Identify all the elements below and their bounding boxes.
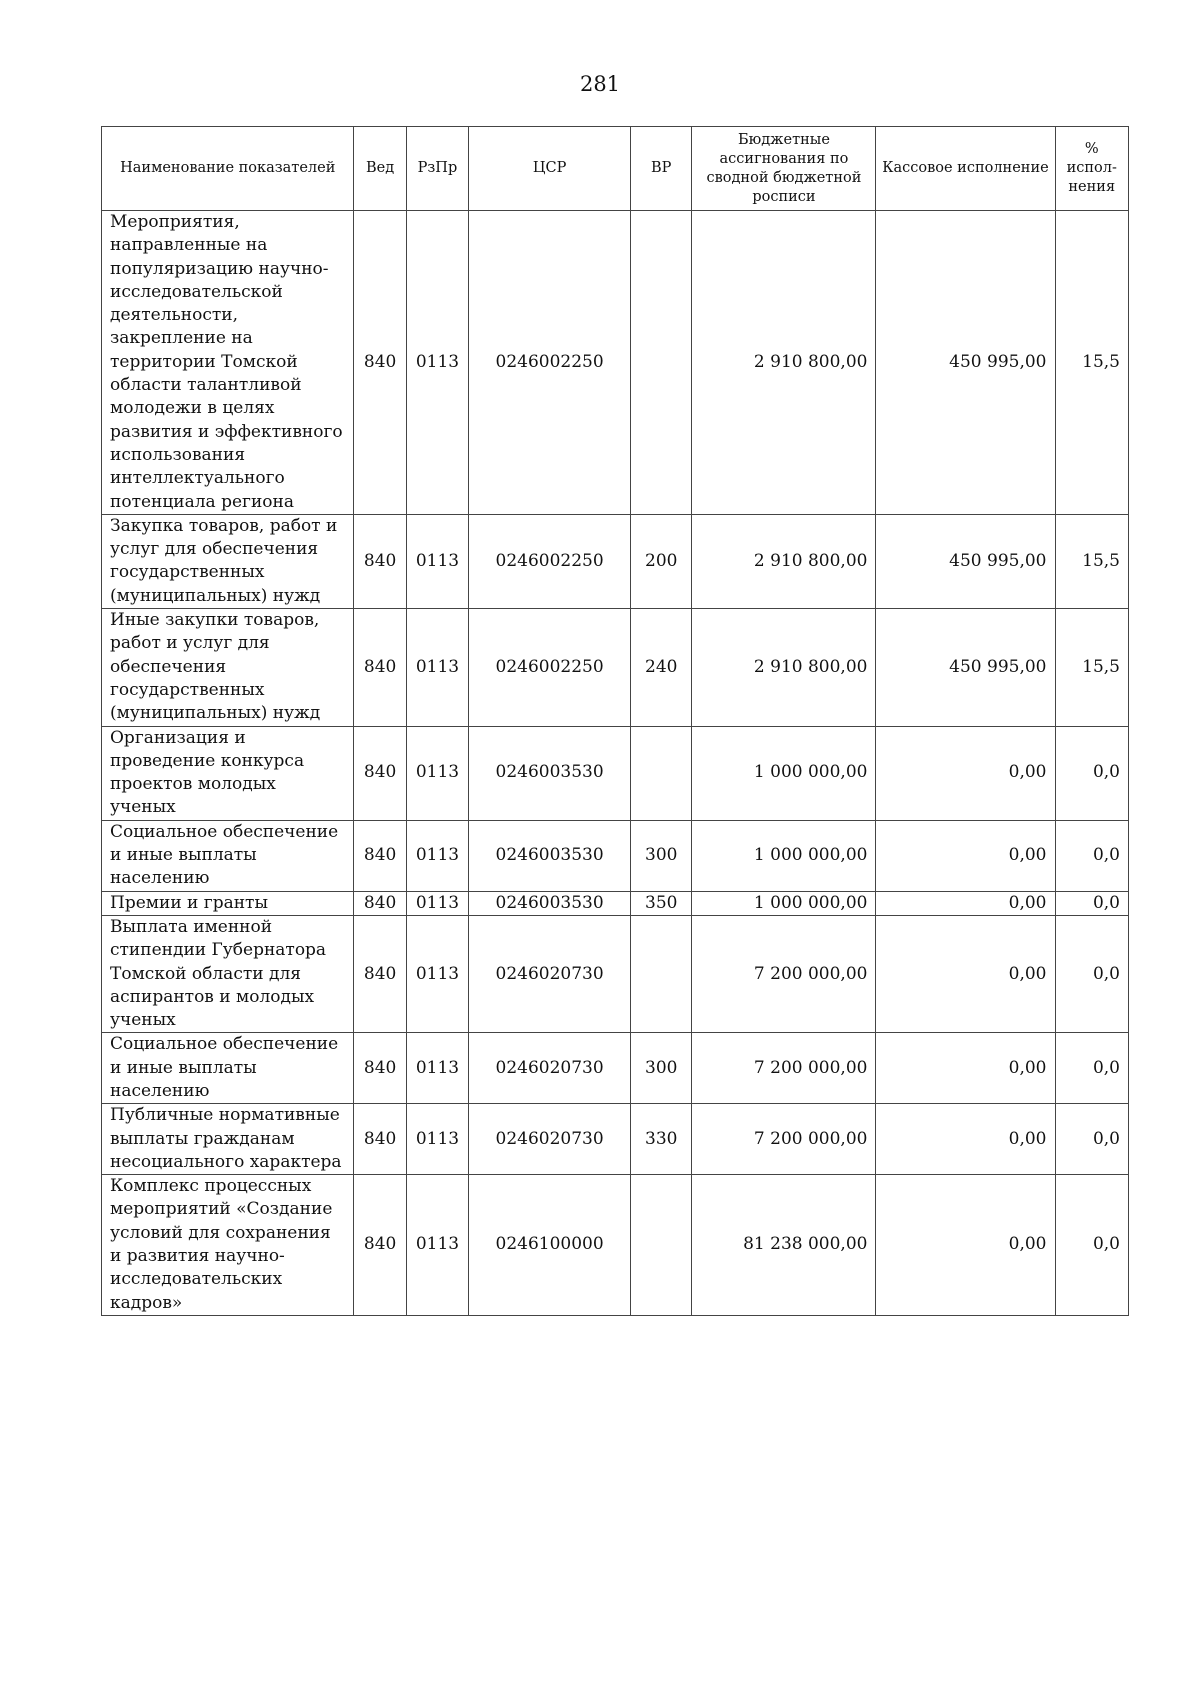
cell-rzpr: 0113 bbox=[406, 1033, 468, 1104]
header-csr: ЦСР bbox=[469, 127, 631, 211]
table-row bbox=[102, 1104, 1129, 1175]
cell-percent: 15,5 bbox=[1055, 609, 1129, 726]
cell-ved: 840 bbox=[354, 891, 406, 915]
cell-rzpr: 0113 bbox=[406, 211, 468, 515]
cell-ved: 840 bbox=[354, 609, 406, 726]
cell-execution: 0,00 bbox=[876, 1033, 1055, 1104]
page-number: 281 bbox=[579, 72, 621, 96]
cell-assignments: 7 200 000,00 bbox=[692, 915, 876, 1032]
budget-table bbox=[101, 126, 1129, 1316]
cell-assignments: 1 000 000,00 bbox=[692, 891, 876, 915]
header-execution: Кассовое исполнение bbox=[876, 127, 1055, 211]
cell-csr: 0246003530 bbox=[469, 726, 631, 820]
table-header-row bbox=[102, 127, 1129, 211]
header-vr: ВР bbox=[631, 127, 692, 211]
cell-percent: 0,0 bbox=[1055, 891, 1129, 915]
cell-execution: 0,00 bbox=[876, 1104, 1055, 1175]
cell-percent: 0,0 bbox=[1055, 1033, 1129, 1104]
cell-percent: 15,5 bbox=[1055, 514, 1129, 608]
cell-execution: 0,00 bbox=[876, 915, 1055, 1032]
cell-execution: 450 995,00 bbox=[876, 609, 1055, 726]
cell-rzpr: 0113 bbox=[406, 609, 468, 726]
cell-name: Организация и проведение конкурса проектов молодых ученых bbox=[102, 726, 354, 820]
cell-assignments: 2 910 800,00 bbox=[692, 211, 876, 515]
cell-name: Иные закупки товаров, работ и услуг для обеспечения государственных (муниципальных) нужд bbox=[102, 609, 354, 726]
header-percent: % испол-нения bbox=[1055, 127, 1129, 211]
table-row bbox=[102, 915, 1129, 1032]
cell-execution: 0,00 bbox=[876, 820, 1055, 891]
cell-name: Социальное обеспечение и иные выплаты населению bbox=[102, 1033, 354, 1104]
cell-csr: 0246020730 bbox=[469, 1033, 631, 1104]
cell-csr: 0246003530 bbox=[469, 820, 631, 891]
cell-vr bbox=[631, 211, 692, 515]
cell-csr: 0246020730 bbox=[469, 1104, 631, 1175]
cell-name: Публичные нормативные выплаты гражданам несоциального характера bbox=[102, 1104, 354, 1175]
table-row bbox=[102, 1033, 1129, 1104]
cell-percent: 0,0 bbox=[1055, 915, 1129, 1032]
cell-name: Социальное обеспечение и иные выплаты населению bbox=[102, 820, 354, 891]
table-row bbox=[102, 726, 1129, 820]
table-row bbox=[102, 514, 1129, 608]
header-assignments: Бюджетные ассигнования по сводной бюджетной росписи bbox=[692, 127, 876, 211]
table-row bbox=[102, 820, 1129, 891]
cell-vr: 240 bbox=[631, 609, 692, 726]
cell-vr bbox=[631, 915, 692, 1032]
cell-ved: 840 bbox=[354, 514, 406, 608]
table-row bbox=[102, 609, 1129, 726]
header-rzpr: РзПр bbox=[406, 127, 468, 211]
cell-vr: 350 bbox=[631, 891, 692, 915]
cell-execution: 450 995,00 bbox=[876, 211, 1055, 515]
cell-ved: 840 bbox=[354, 726, 406, 820]
cell-ved: 840 bbox=[354, 1033, 406, 1104]
cell-assignments: 7 200 000,00 bbox=[692, 1033, 876, 1104]
cell-name: Закупка товаров, работ и услуг для обеспечения государственных (муниципальных) нужд bbox=[102, 514, 354, 608]
cell-ved: 840 bbox=[354, 915, 406, 1032]
cell-csr: 0246002250 bbox=[469, 609, 631, 726]
cell-rzpr: 0113 bbox=[406, 820, 468, 891]
cell-percent: 0,0 bbox=[1055, 820, 1129, 891]
cell-csr: 0246002250 bbox=[469, 514, 631, 608]
cell-ved: 840 bbox=[354, 820, 406, 891]
cell-percent: 0,0 bbox=[1055, 1175, 1129, 1316]
cell-rzpr: 0113 bbox=[406, 915, 468, 1032]
cell-execution: 0,00 bbox=[876, 1175, 1055, 1316]
cell-csr: 0246100000 bbox=[469, 1175, 631, 1316]
cell-name: Премии и гранты bbox=[102, 891, 354, 915]
cell-vr: 200 bbox=[631, 514, 692, 608]
cell-ved: 840 bbox=[354, 211, 406, 515]
table-row bbox=[102, 1175, 1129, 1316]
cell-assignments: 1 000 000,00 bbox=[692, 726, 876, 820]
cell-assignments: 2 910 800,00 bbox=[692, 514, 876, 608]
header-ved: Вед bbox=[354, 127, 406, 211]
cell-execution: 450 995,00 bbox=[876, 514, 1055, 608]
cell-percent: 0,0 bbox=[1055, 726, 1129, 820]
cell-vr bbox=[631, 726, 692, 820]
cell-assignments: 1 000 000,00 bbox=[692, 820, 876, 891]
cell-name: Комплекс процессных мероприятий «Создание условий для сохранения и развития научно-исследовательских кадров» bbox=[102, 1175, 354, 1316]
cell-percent: 15,5 bbox=[1055, 211, 1129, 515]
cell-assignments: 81 238 000,00 bbox=[692, 1175, 876, 1316]
table-row bbox=[102, 211, 1129, 515]
cell-rzpr: 0113 bbox=[406, 1104, 468, 1175]
table-row bbox=[102, 891, 1129, 915]
cell-rzpr: 0113 bbox=[406, 514, 468, 608]
cell-assignments: 7 200 000,00 bbox=[692, 1104, 876, 1175]
cell-rzpr: 0113 bbox=[406, 726, 468, 820]
cell-name: Выплата именной стипендии Губернатора Томской области для аспирантов и молодых ученых bbox=[102, 915, 354, 1032]
cell-percent: 0,0 bbox=[1055, 1104, 1129, 1175]
cell-csr: 0246020730 bbox=[469, 915, 631, 1032]
cell-execution: 0,00 bbox=[876, 726, 1055, 820]
cell-csr: 0246002250 bbox=[469, 211, 631, 515]
cell-vr: 300 bbox=[631, 820, 692, 891]
cell-vr bbox=[631, 1175, 692, 1316]
cell-rzpr: 0113 bbox=[406, 891, 468, 915]
cell-execution: 0,00 bbox=[876, 891, 1055, 915]
cell-assignments: 2 910 800,00 bbox=[692, 609, 876, 726]
cell-rzpr: 0113 bbox=[406, 1175, 468, 1316]
cell-vr: 330 bbox=[631, 1104, 692, 1175]
cell-csr: 0246003530 bbox=[469, 891, 631, 915]
cell-ved: 840 bbox=[354, 1104, 406, 1175]
header-name: Наименование показателей bbox=[102, 127, 354, 211]
cell-vr: 300 bbox=[631, 1033, 692, 1104]
cell-ved: 840 bbox=[354, 1175, 406, 1316]
cell-name: Мероприятия, направленные на популяризацию научно-исследовательской деятельности, закрепление на территории Томской области талантливой молодежи в целях развития и эффективного использования интеллектуального потенциала региона bbox=[102, 211, 354, 515]
